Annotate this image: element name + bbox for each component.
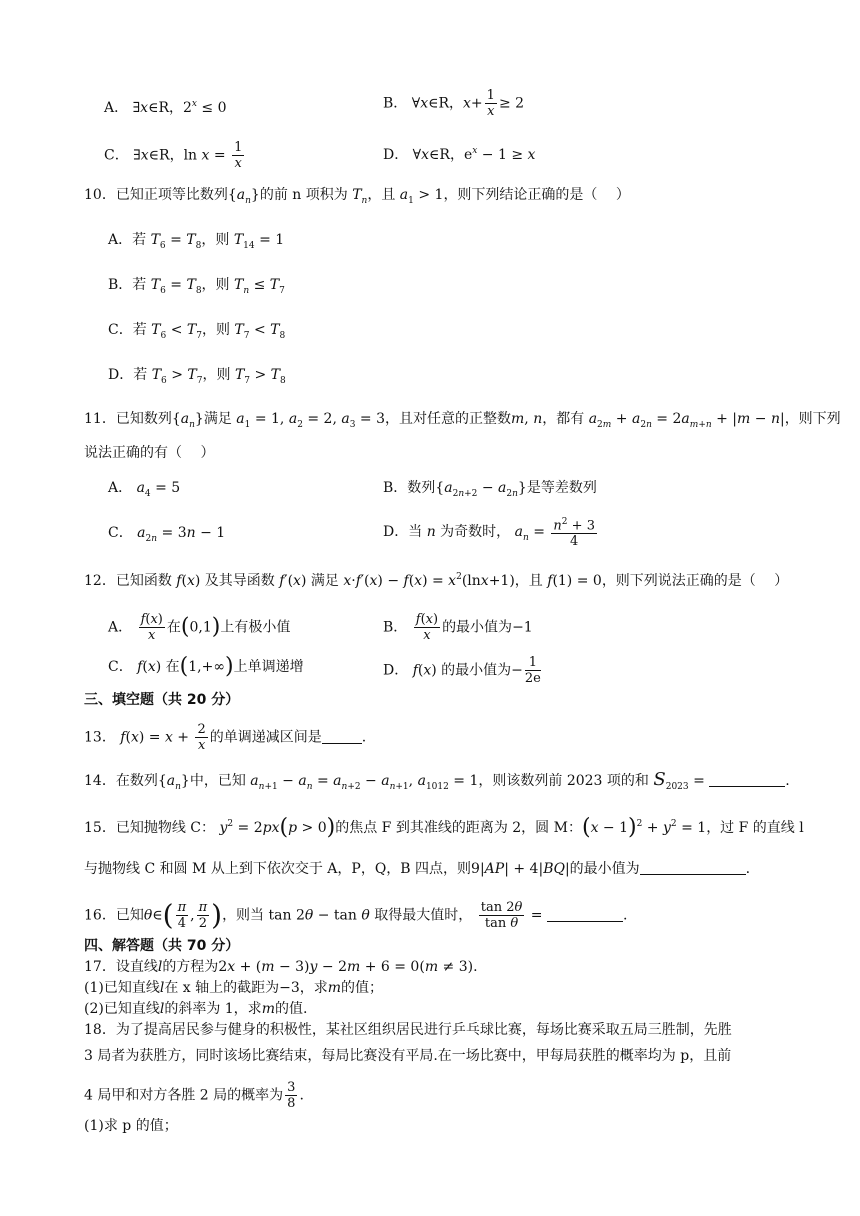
q17-part2: (2)已知直线l的斜率为 1，求m的值.: [84, 1001, 308, 1017]
q18-part1: (1)求 p 的值；: [84, 1118, 178, 1134]
q16: 16．已知θ∈( $\frac{\pi}{4}$ , $\frac{\pi}{2}$ )，则当 tan 2θ − tan θ 取得最大值时， $\frac{\tan 2\theta}{\text{tan θ}}$ = .: [84, 898, 628, 932]
q11-stem: 11．已知数列$\{a_n\}$满足 $a_1 = 1$, $a_2 = 2$, $a_3 = 3$，且对任意的正整数m, n，都有 $a_{2m} + a_{2n} = 2a_{m+n} + |m - n|$，则下列: [84, 411, 841, 430]
q9-option-a: A． ∃x∈R，$2^x \le 0$: [104, 99, 227, 116]
q12-option-a: A． $\frac{f(x)}{x}$ 在(0,1)上有极小值: [108, 612, 291, 643]
q14: 14．在数列$\{a_n\}$中，已知 $a_{n+1} - a_n = a_{n+2} - a_{n+1}$, $a_{1012} = 1$，则该数列前 2023 项的和 $S_{2023}$ = .: [84, 769, 790, 792]
q10-option-c: C．若 $T_6 < T_7$，则 $T_7 < T_8$: [108, 322, 286, 341]
section-4-title: 四、解答题（共 70 分）: [84, 938, 240, 954]
q11-stem-line2: 说法正确的有（ ）: [84, 445, 215, 461]
q15-line2: 与抛物线 C 和圆 M 从上到下依次交于 A，P，Q，B 四点，则9|AP| + 4|BQ|的最小值为 .: [84, 861, 751, 877]
q18-line3: 4 局甲和对方各胜 2 局的概率为 $\frac{3}{8}$ .: [84, 1080, 304, 1111]
q9-option-b: B． ∀x∈R，x+ $\frac{1}{x}$ ≥ 2: [383, 88, 525, 119]
q10-option-a: A．若 $T_6 = T_8$，则 $T_{14} = 1$: [108, 232, 285, 251]
q9-option-d: D． ∀x∈R，$e^x - 1 \ge x$: [383, 146, 536, 163]
q17-stem: 17．设直线l的方程为2x + (m − 3)y − 2m + 6 = 0(m ≠ 3).: [84, 959, 478, 975]
q12-stem: 12．已知函数 f(x) 及其导函数 f′(x) 满足 $x\cdot f'(x) - f(x) = x^2(\ln x+1)$，且 f(1) = 0，则下列说法正确的是（ ）: [84, 572, 789, 589]
q15-line1: 15．已知抛物线 C： $y^2 = 2px(p > 0)$的焦点 F 到其准线的距离为 2，圆 M：$(x - 1)^2 + y^2 = 1$，过 F 的直线 l: [84, 815, 804, 840]
q18-line1: 18．为了提高居民参与健身的积极性，某社区组织居民进行乒乓球比赛，每场比赛采取五局三胜制，先胜: [84, 1022, 732, 1038]
q18-line2: 3 局者为获胜方，同时该场比赛结束，每局比赛没有平局.在一场比赛中，甲每局获胜的概率均为 p，且前: [84, 1048, 732, 1064]
q10-stem: 10．已知正项等比数列$\{a_n\}$的前 n 项积为 $T_n$，且 $a_1 > 1$，则下列结论正确的是（ ）: [84, 187, 630, 206]
q11-option-a: A． $a_4 = 5$: [108, 480, 181, 499]
q10-option-d: D．若 $T_6 > T_7$，则 $T_7 > T_8$: [108, 367, 286, 386]
q10-option-b: B．若 $T_6 = T_8$，则 $T_n \le T_7$: [108, 277, 285, 296]
q12-option-b: B． $\frac{f(x)}{x}$ 的最小值为−1: [383, 612, 533, 643]
q11-option-c: C． $a_{2n} = 3n - 1$: [108, 525, 226, 544]
q12-option-d: D． f(x) 的最小值为− $\frac{1}{2e}$: [383, 655, 541, 686]
q12-option-c: C． f(x) 在(1,+∞)上单调递增: [108, 654, 304, 679]
q11-option-d: D．当 n 为奇数时， $a_n$ = $\frac{n^2 + 3}{4}$: [383, 517, 595, 550]
section-3-title: 三、填空题（共 20 分）: [84, 692, 240, 708]
q9-option-c: C． ∃x∈R，ln x = $\frac{1}{x}$: [104, 140, 243, 171]
q13: 13． f(x) = x + $\frac{2}{x}$ 的单调递减区间是 .: [84, 722, 367, 753]
q17-part1: (1)已知直线l在 x 轴上的截距为−3，求m的值；: [84, 980, 384, 996]
q11-option-b: B．数列$\{a_{2n+2} - a_{2n}\}$是等差数列: [383, 480, 597, 499]
